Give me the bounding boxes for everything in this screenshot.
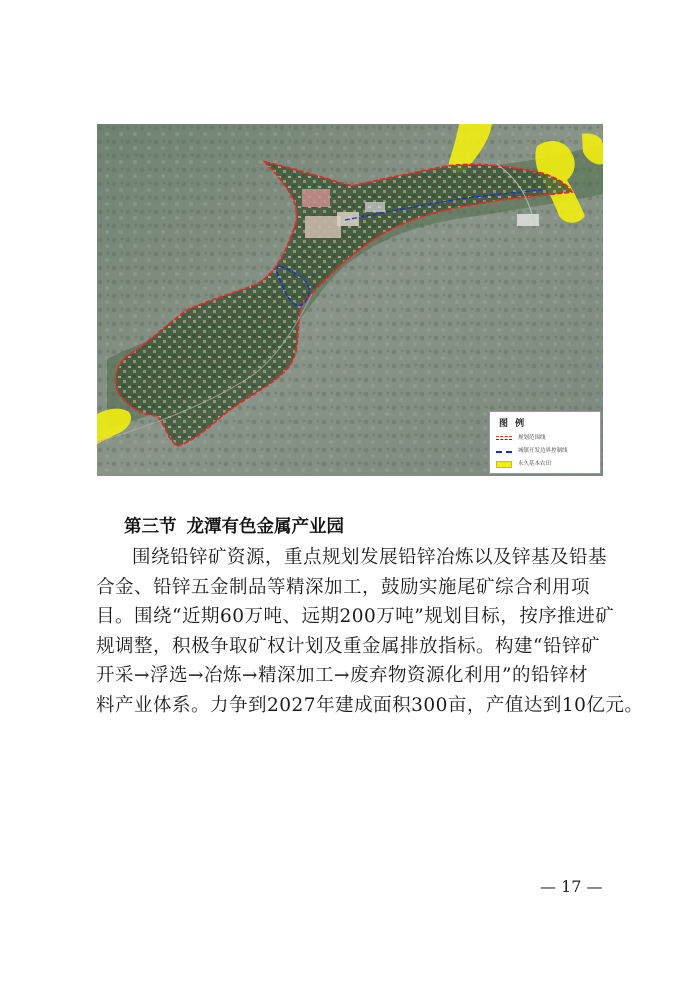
section-heading: [124, 513, 344, 538]
legend-item-planning-boundary: [496, 434, 600, 444]
legend-item-farmland: [496, 460, 600, 470]
paragraph-line: 合金、铅锌五金制品等精深加工，鼓励实施尾矿综合利用项: [96, 576, 591, 598]
legend-item-label: 规划范围线: [518, 435, 546, 441]
legend-title: 图 例: [499, 419, 527, 429]
paragraph-line: 料产业体系。力争到2027年建成面积300亩，产值达到10亿元。: [96, 694, 644, 716]
blue-dashed-line-icon: [496, 451, 512, 453]
legend-item-label: 永久基本农田: [518, 461, 552, 467]
map-legend: [489, 411, 601, 474]
section-number: 第三节: [124, 517, 177, 537]
paragraph-line: 目。围绕“近期60万吨、远期200万吨”规划目标，按序推进矿: [96, 606, 615, 627]
page-number: — 17 —: [540, 877, 603, 896]
yellow-area-icon: [496, 461, 512, 468]
paragraph-line: 规调整，积极争取矿权计划及重金属排放指标。构建“铅锌矿: [96, 635, 600, 657]
paragraph-line: 开采→浮选→冶炼→精深加工→废弃物资源化利用”的铅锌材: [96, 665, 588, 686]
legend-item-urban-boundary: [496, 447, 600, 457]
paragraph-line: 围绕铅锌矿资源，重点规划发展铅锌冶炼以及锌基及铅基: [132, 547, 608, 568]
legend-item-label: 城镇开发边界控制线: [518, 448, 568, 454]
section-title: 龙潭有色金属产业园: [186, 517, 344, 537]
red-dashed-line-icon: [496, 436, 512, 440]
body-paragraph: [96, 543, 644, 720]
